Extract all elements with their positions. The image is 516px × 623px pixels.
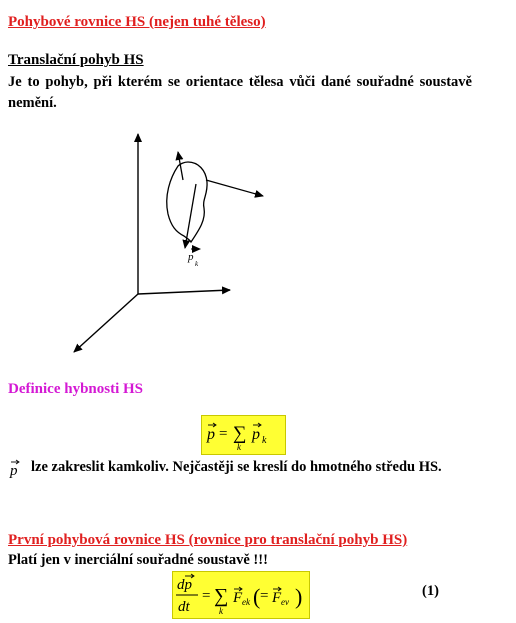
vector-right	[206, 180, 263, 196]
vector-pk-label: p	[188, 251, 194, 263]
svg-text:): )	[295, 584, 303, 609]
first-motion-equation	[172, 571, 310, 619]
svg-text:p: p	[252, 426, 260, 443]
svg-text:k: k	[262, 435, 267, 446]
svg-text:∑: ∑	[233, 423, 247, 444]
section-heading-translation: Translační pohyb HS	[8, 52, 144, 68]
vector-down	[185, 184, 196, 248]
svg-text:k: k	[219, 606, 223, 616]
rigid-body-outline	[167, 162, 207, 242]
y-axis	[74, 294, 138, 352]
svg-text:dt: dt	[178, 599, 190, 615]
page-title: Pohybové rovnice HS (nejen tuhé těleso)	[8, 14, 266, 30]
svg-text:=: =	[202, 588, 211, 604]
translation-figure	[60, 118, 280, 368]
section-heading-first-equation: První pohybová rovnice HS (rovnice pro translační pohyb HS)	[8, 532, 408, 548]
svg-text:dp: dp	[177, 577, 192, 593]
vector-pk-subscript: k	[195, 260, 199, 268]
svg-text:F: F	[272, 590, 282, 606]
svg-text:k: k	[237, 442, 241, 452]
momentum-symbol	[7, 458, 27, 478]
translation-description: Je to pohyb, při kterém se orientace tělesa vůči dané souřadné soustavě nemění.	[8, 74, 472, 111]
momentum-formula	[201, 415, 286, 455]
svg-text:∑: ∑	[214, 585, 229, 607]
inertial-frame-note: Platí jen v inerciální souřadné soustavě !!!	[8, 552, 268, 568]
svg-text:ek: ek	[242, 597, 250, 607]
svg-text:(: (	[253, 584, 261, 609]
svg-text:=: =	[260, 588, 269, 604]
svg-text:p: p	[10, 463, 18, 478]
momentum-note-line1: lze zakreslit kamkoliv. Nejčastěji se kreslí do hmotného středu HS.	[31, 459, 442, 475]
svg-text:=: =	[219, 426, 228, 442]
svg-text:ev: ev	[281, 597, 289, 607]
equation-number: (1)	[422, 583, 439, 599]
svg-text:p: p	[207, 426, 215, 443]
x-axis	[138, 290, 230, 294]
section-heading-momentum: Definice hybnosti HS	[8, 381, 144, 397]
svg-text:F: F	[233, 590, 243, 606]
